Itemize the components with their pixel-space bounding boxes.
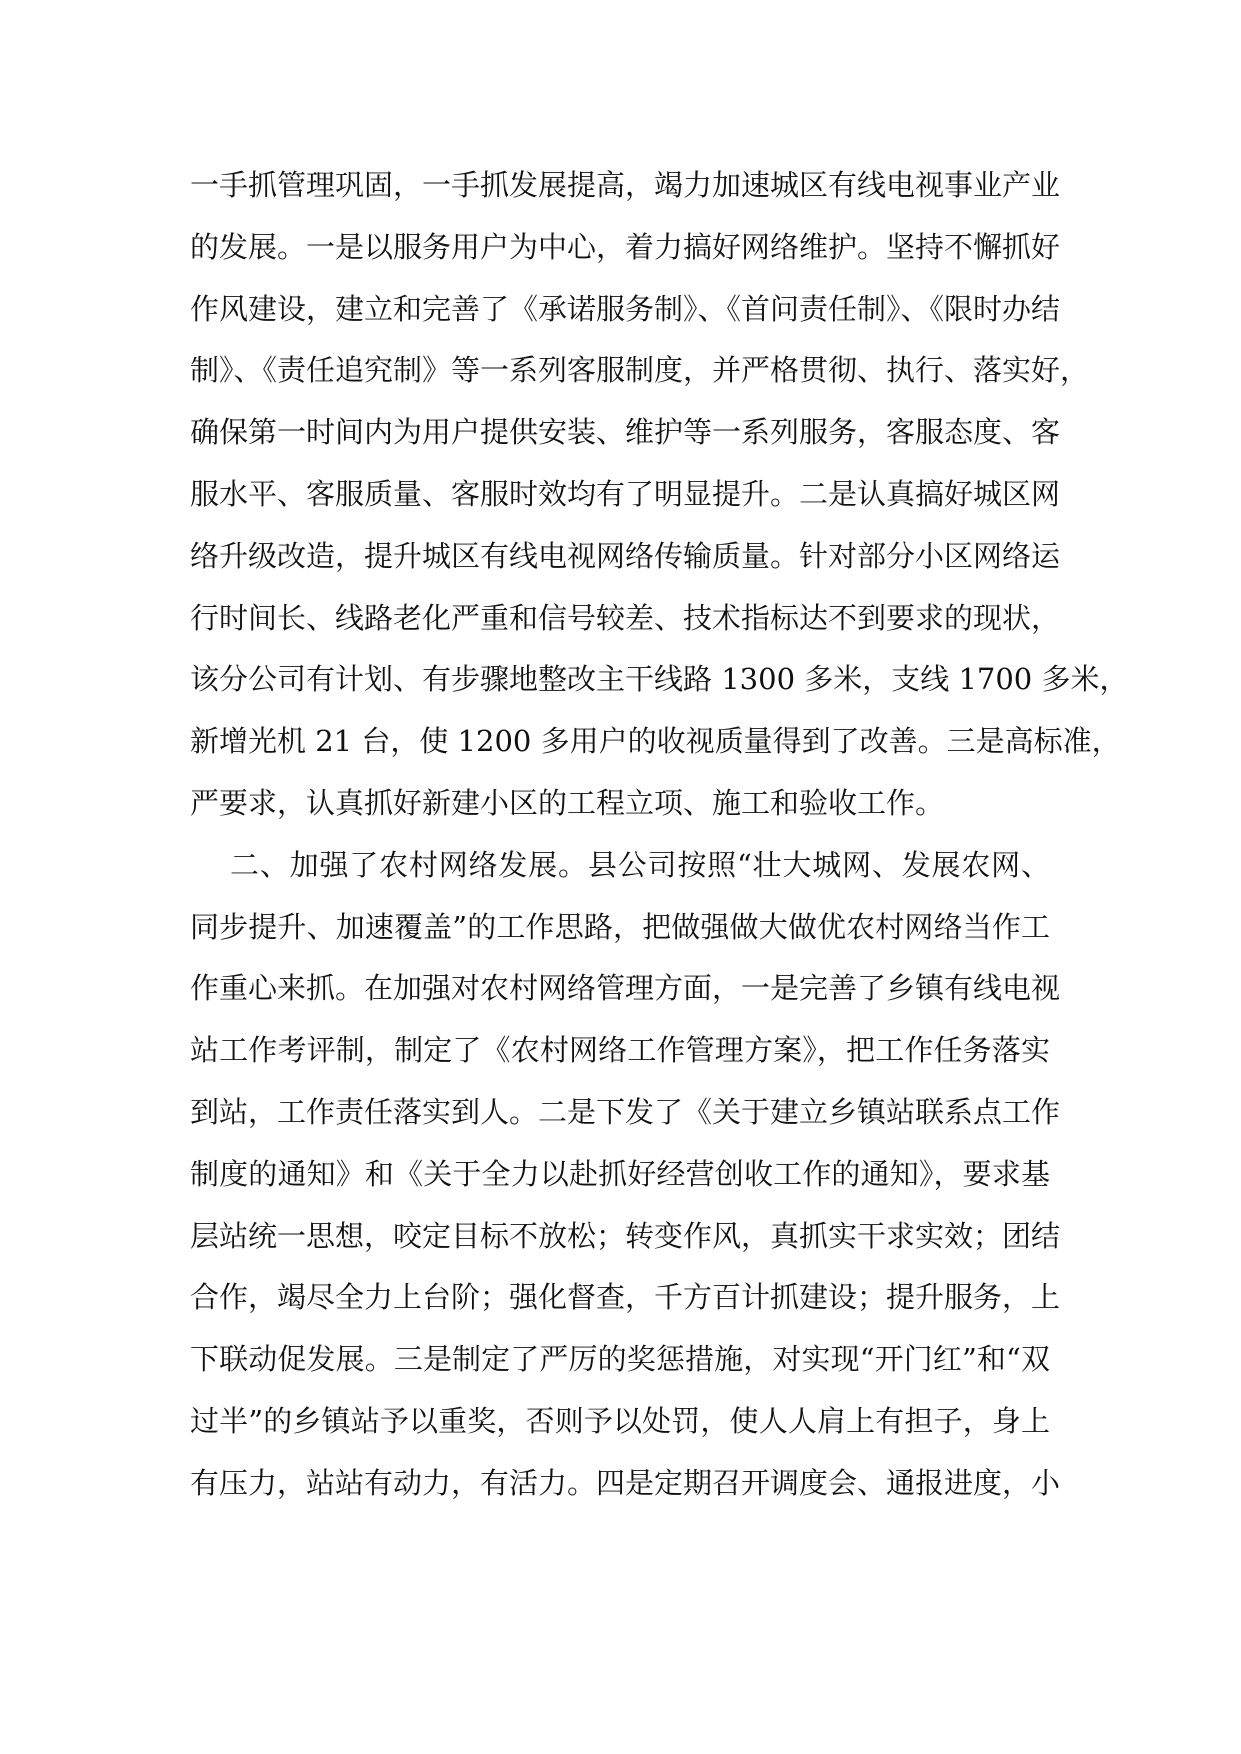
text-line: 合作，竭尽全力上台阶；强化督查，千方百计抓建设；提升服务，上: [190, 1280, 1061, 1315]
text-line: 同步提升、加速覆盖”的工作思路，把做强做大做优农村网络当作工: [190, 909, 1050, 944]
text-line: 一手抓管理巩固，一手抓发展提高，竭力加速城区有线电视事业产业: [190, 168, 1061, 202]
section-heading-line: 二、加强了农村网络发展。县公司按照“壮大城网、发展农网、: [230, 847, 1050, 882]
text-line: 新增光机 21 台，使 1200 多用户的收视质量得到了改善。三是高标准，: [190, 724, 1121, 759]
text-line: 到站，工作责任落实到人。二是下发了《关于建立乡镇站联系点工作: [190, 1094, 1061, 1129]
text-line: 站工作考评制，制定了《农村网络工作管理方案》，把工作任务落实: [190, 1033, 1050, 1068]
document-body: [190, 155, 1129, 1515]
text-line: 作重心来抓。在加强对农村网络管理方面，一是完善了乡镇有线电视: [190, 971, 1061, 1006]
text-line: 层站统一思想，咬定目标不放松；转变作风，真抓实干求实效；团结: [190, 1218, 1061, 1253]
text-line: 制》、《责任追究制》等一系列客服制度，并严格贯彻、执行、落实好，: [190, 353, 1090, 388]
text-line: 下联动促发展。三是制定了严厉的奖惩措施，对实现“开门红”和“双: [190, 1342, 1050, 1377]
text-line: 络升级改造，提升城区有线电视网络传输质量。针对部分小区网络运: [190, 538, 1061, 573]
text-line: 服水平、客服质量、客服时效均有了明显提升。二是认真搞好城区网: [190, 476, 1061, 511]
text-line: 过半”的乡镇站予以重奖，否则予以处罚，使人人肩上有担子，身上: [190, 1403, 1050, 1438]
text-line: 的发展。一是以服务用户为中心，着力搞好网络维护。坚持不懈抓好: [190, 229, 1061, 264]
text-line: 作风建设，建立和完善了《承诺服务制》、《首问责任制》、《限时办结: [190, 291, 1061, 326]
text-line: 行时间长、线路老化严重和信号较差、技术指标达不到要求的现状，: [190, 600, 1061, 635]
text-line: 严要求，认真抓好新建小区的工程立项、施工和验收工作。: [190, 785, 945, 820]
text-line: 确保第一时间内为用户提供安装、维护等一系列服务，客服态度、客: [190, 415, 1061, 450]
text-line: 有压力，站站有动力，有活力。四是定期召开调度会、通报进度，小: [190, 1465, 1061, 1500]
text-line: 该分公司有计划、有步骤地整改主干线路 1300 多米，支线 1700 多米，: [190, 662, 1129, 697]
text-line: 制度的通知》和《关于全力以赴抓好经营创收工作的通知》，要求基: [190, 1156, 1050, 1191]
